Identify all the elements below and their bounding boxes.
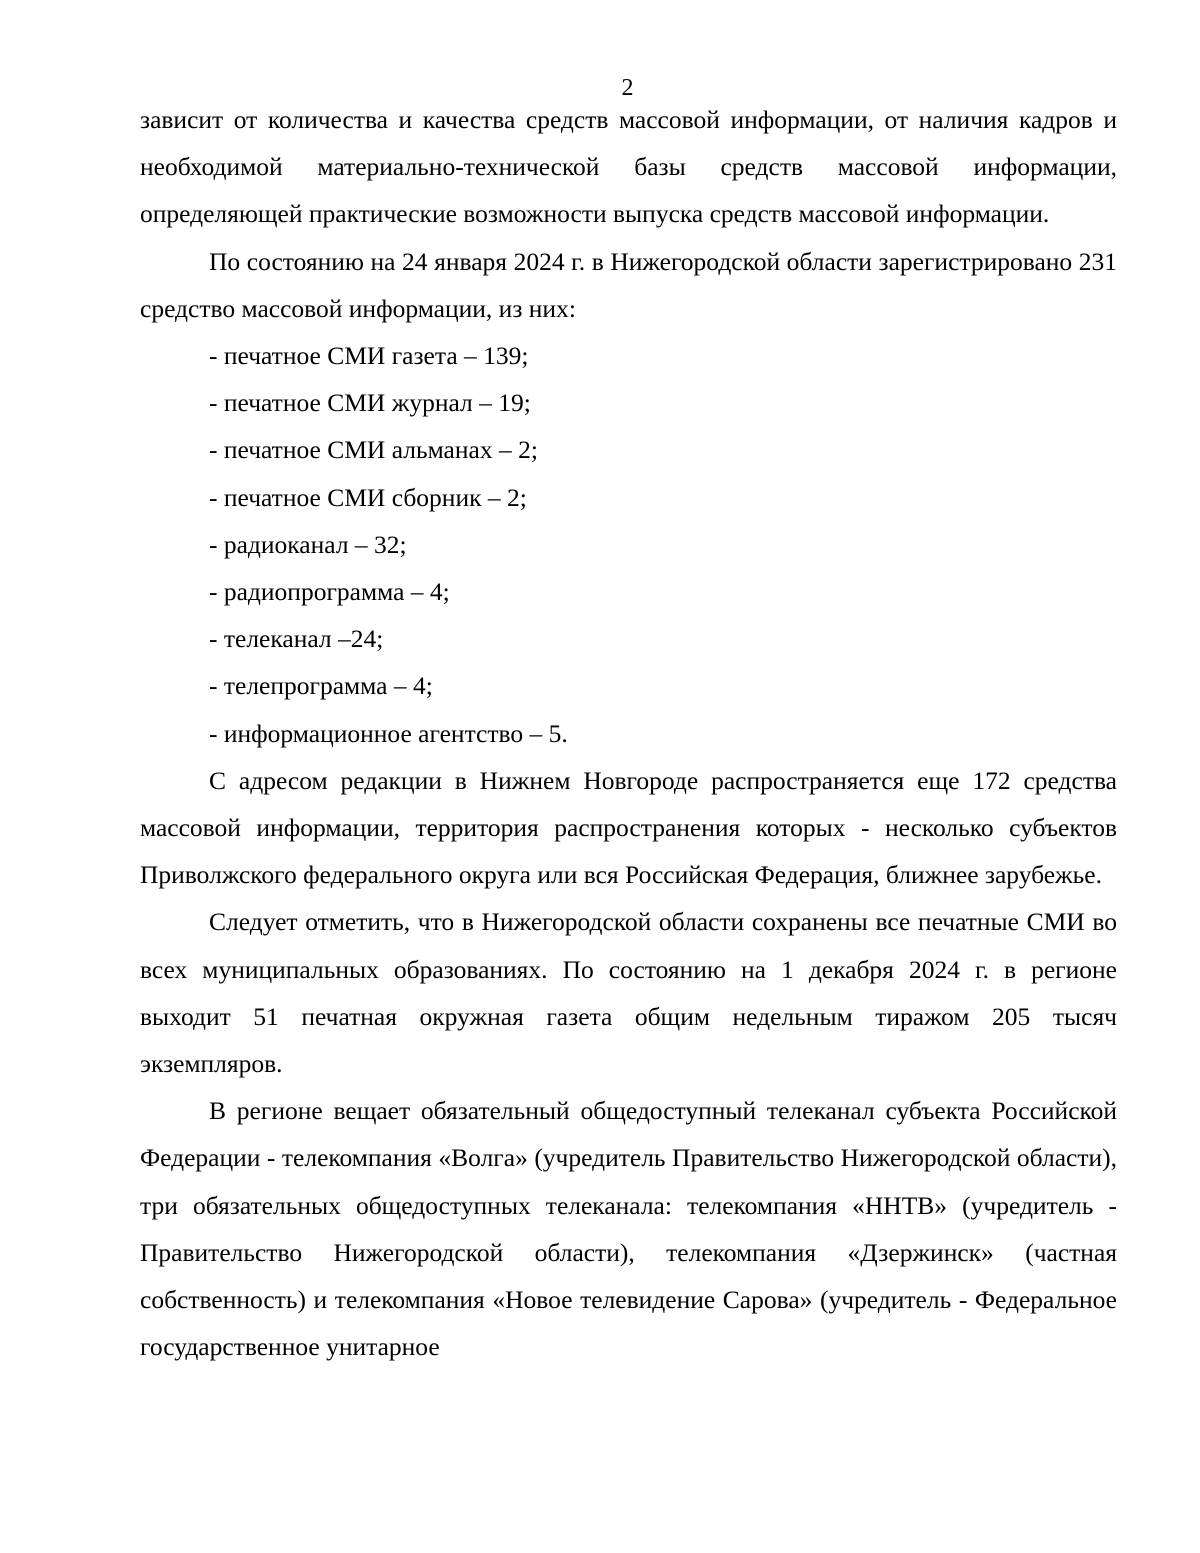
list-item: - радиоканал – 32;	[209, 529, 407, 559]
paragraph-print-media: Следует отметить, что в Нижегородской области сохранены все печатные СМИ во всех муниципальных образованиях. По состоянию на 1 декабря 2024 г. в регионе выходит 51 печатная окружная газета общим недельным тиражом 205 тысяч экземпляров.	[140, 907, 1117, 1079]
media-type-list	[140, 332, 1117, 757]
list-item: - печатное СМИ журнал – 19;	[209, 388, 531, 418]
list-item: - телепрограмма – 4;	[209, 671, 433, 701]
paragraph-tv-channels: В регионе вещает обязательный общедоступный телеканал субъекта Российской Федерации - телекомпания «Волга» (учредитель Правительство Нижегородской области), три обязательных общедоступных телеканала: телекомпания «ННТВ» (учредитель - Правительство Нижегородской области), телекомпания «Дзержинск» (частная собственность) и телекомпания «Новое телевидение Сарова» (учредитель - Федеральное государственное унитарное	[140, 1096, 1117, 1362]
list-item: - телеканал –24;	[209, 624, 384, 654]
list-item: - информационное агентство – 5.	[209, 718, 568, 748]
list-item: - печатное СМИ сборник – 2;	[209, 482, 527, 512]
list-item: - печатное СМИ альманах – 2;	[209, 435, 538, 465]
paragraph-media-dependence: зависит от количества и качества средств массовой информации, от наличия кадров и необходимой материально-технической базы средств массовой информации, определяющей практические возможности выпуска средств массовой информации.	[140, 105, 1117, 229]
paragraph-registered-count: По состоянию на 24 января 2024 г. в Нижегородской области зарегистрировано 231 средство массовой информации, из них:	[140, 246, 1117, 323]
list-item: - печатное СМИ газета – 139;	[209, 341, 529, 371]
list-item: - радиопрограмма – 4;	[209, 577, 450, 607]
page-number: 2	[621, 75, 634, 101]
paragraph-nizhny-novgorod-editorial: С адресом редакции в Нижнем Новгороде распространяется еще 172 средства массовой информации, территория распространения которых - несколько субъектов Приволжского федерального округа или вся Российская Федерация, ближнее зарубежье.	[140, 765, 1117, 890]
document-page	[140, 70, 1117, 1370]
